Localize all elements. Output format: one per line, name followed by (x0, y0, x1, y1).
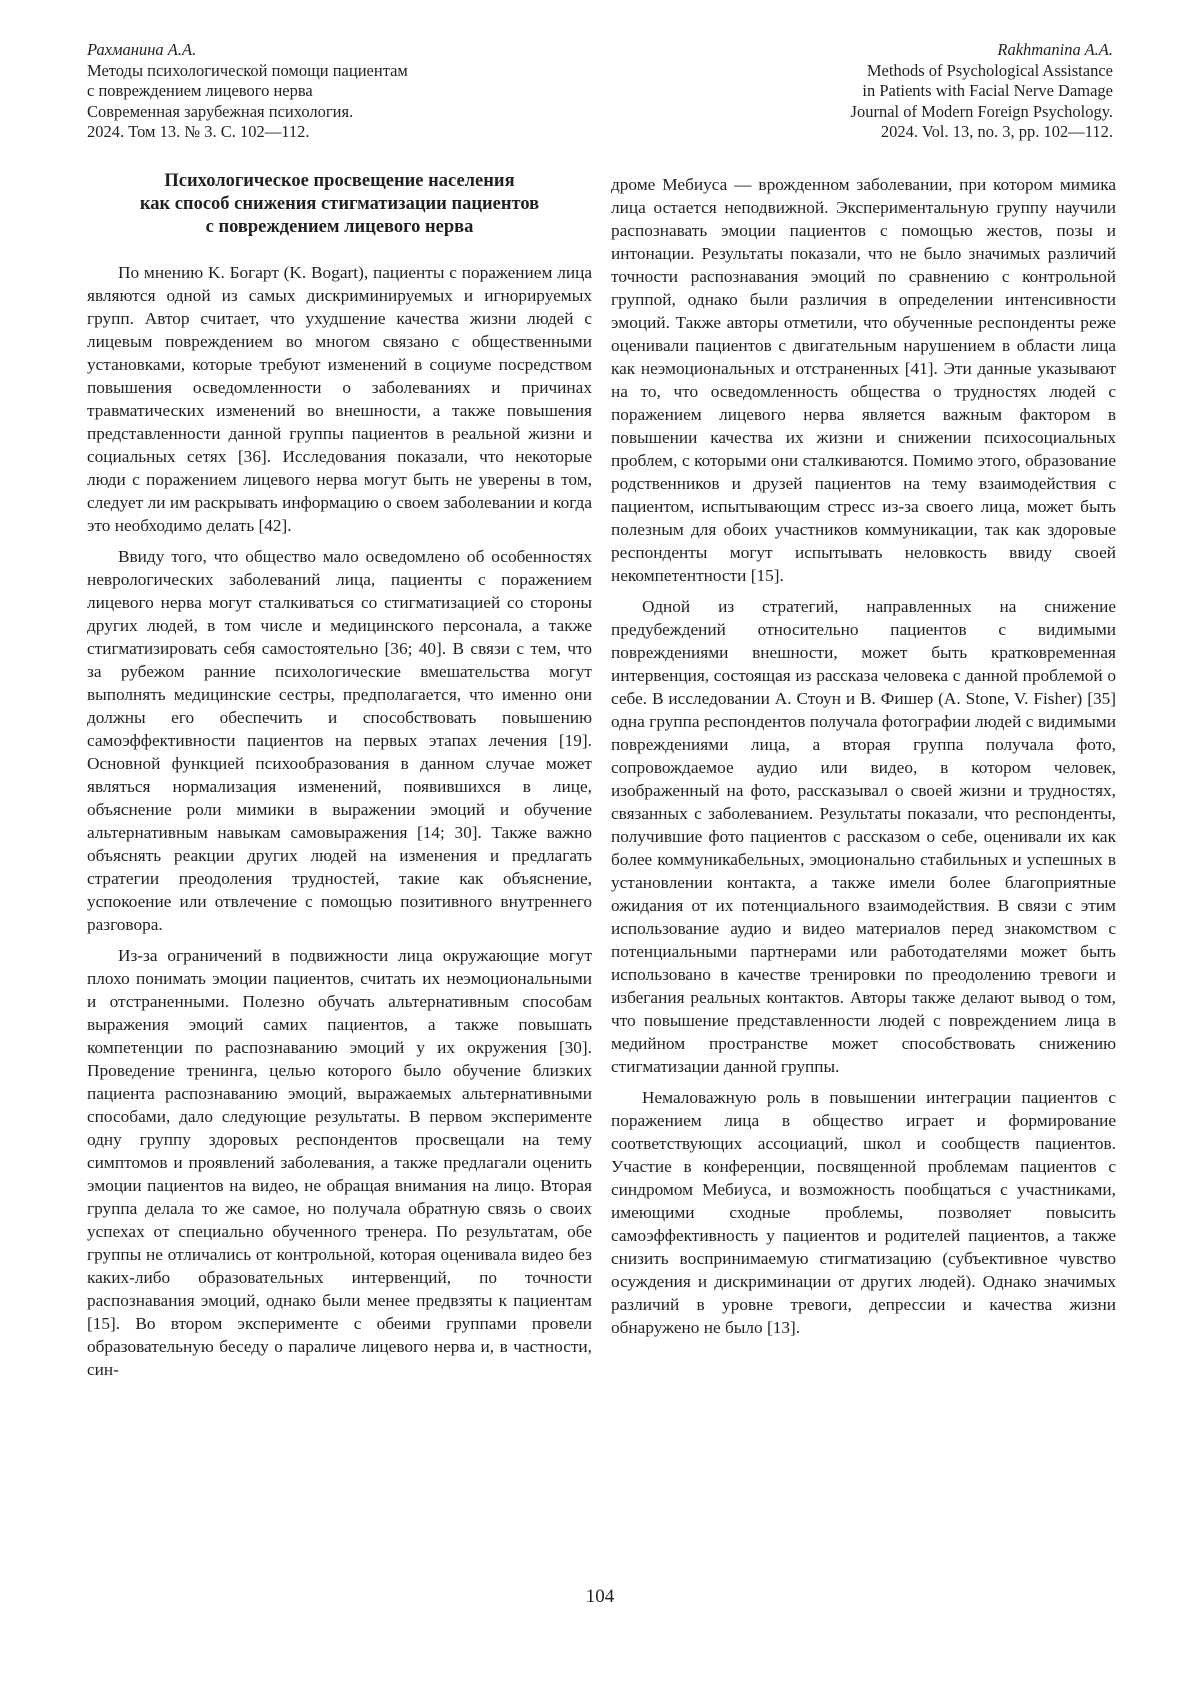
header-line-en: in Patients with Facial Nerve Damage (862, 81, 1113, 100)
section-title-line: как способ снижения стигматизации пациентов (139, 194, 540, 214)
header-line-ru: Методы психологической помощи пациентам (87, 60, 408, 80)
header-line-ru: Современная зарубежная психология. (87, 101, 354, 121)
header-line-en: Journal of Modern Foreign Psychology. (850, 101, 1113, 121)
header-line-en: Methods of Psychological Assistance (866, 60, 1113, 80)
page-number: 104 (585, 1586, 615, 1607)
header-line-ru: с повреждением лицевого нерва (87, 81, 313, 100)
right-column (611, 173, 1116, 1347)
body-paragraph: Немаловажную роль в повышении интеграции пациентов с поражением лица в общество играет и формирование соответствующих ассоциаций, школ и сообществ пациентов. Участие в конференции, посвященной проблемам пациентов с синдромом Мебиуса, и возможность пообщаться с участниками, имеющими сходные проблемы, позволяет повысить самоэффективность у пациентов и родителей пациентов, а также снизить воспринимаемую стигматизацию (субъективное чувство осуждения и дискриминации от других людей). Однако значимых различий в уровне тревоги, депрессии и качества жизни обнаружено не было [13]. (611, 1088, 1116, 1337)
body-paragraph: По мнению K. Богарт (K. Bogart), пациенты с поражением лица являются одной из самых дискриминируемых и игнорируемых групп. Автор считает, что ухудшение качества жизни людей с лицевым повреждением во многом связано с общественными установками, которые требуют изменений в социуме посредством повышения осведомленности о заболеваниях и причинах травматических изменений во внешности, а также повышения представленности данной группы пациентов в реальной жизни и социальных сетях [36]. Исследования показали, что некоторые люди с поражением лицевого нерва могут быть не уверены в том, следует ли им раскрывать информацию о своем заболевании и когда это необходимо делать [42]. (87, 263, 592, 535)
body-paragraph-continued: дроме Мебиуса — врожденном заболевании, при котором мимика лица остается неподвижной. Экспериментальную группу научили распознавать эмоции пациентов с помощью жестов, позы и интонации. Результаты показали, что не было значимых различий точности распознавания эмоций по сравнению с контрольной группой, однако были различия в определении интенсивности эмоций. Также авторы отметили, что обученные респонденты реже оценивали пациентов с двигательным нарушением в области лица как неэмоциональных и отстраненных [41]. Эти данные указывают на то, что осведомленность общества о трудностях людей с поражением лицевого нерва является важным фактором в повышении качества их жизни и снижении психосоциальных проблем, с которыми они сталкиваются. Помимо этого, образование родственников и друзей пациентов на тему взаимодействия с пациентом, испытывающим стресс из-за своего лица, может быть полезным для обоих участников коммуникации, так как здоровые респонденты могут испытывать неловкость ввиду своей некомпетентности [15]. (611, 175, 1116, 585)
header-author-en: Rakhmanina A.A. (997, 40, 1113, 59)
header-author-ru: Рахманина А.А. (87, 40, 197, 59)
section-title-line: с повреждением лицевого нерва (205, 217, 474, 237)
running-header-russian (87, 40, 408, 143)
header-line-en: 2024. Vol. 13, no. 3, pp. 102—112. (880, 122, 1113, 141)
section-title (87, 170, 592, 239)
body-paragraph: Из-за ограничений в подвижности лица окружающие могут плохо понимать эмоции пациентов, считать их неэмоциональными и отстраненными. Полезно обучать альтернативным способам выражения эмоций самих пациентов, а также повышать компетенции по распознаванию эмоций у их окружения [30]. Проведение тренинга, целью которого было обучение близких пациента распознаванию эмоций, выражаемых альтернативными способами, дало следующие результаты. В первом эксперименте одну группу здоровых респондентов просвещали на тему симптомов и проявлений заболевания, а также предлагали оценить эмоции пациентов на видео, не обращая внимания на лицо. Вторая группа делала то же самое, но получала обратную связь о своих успехах от специально обученного тренера. По результатам, обе группы не отличались от контрольной, которая оценивала видео без каких-либо образовательных интервенций, по точности распознавания эмоций, однако были менее предвзяты к пациентам [15]. Во втором эксперименте с обеими группами провели образовательную беседу о параличе лицевого нерва и, в частности, син- (87, 946, 592, 1379)
header-line-ru: 2024. Том 13. № 3. С. 102—112. (87, 122, 310, 141)
body-paragraph: Одной из стратегий, направленных на снижение предубеждений относительно пациентов с видимыми повреждениями внешности, может быть кратковременная интервенция, состоящая из рассказа человека с данной проблемой о себе. В исследовании А. Стоун и В. Фишер (A. Stone, V. Fisher) [35] одна группа респондентов получала фотографии людей с видимыми повреждениями лица, а вторая группа получала фото, сопровождаемое аудио или видео, в котором человек, изображенный на фото, рассказывал о своей жизни и трудностях, связанных с заболеванием. Результаты показали, что респонденты, получившие фото пациентов с рассказом о себе, оценивали их как более коммуникабельных, эмоционально стабильных и успешных в установлении контакта, а также имели более благоприятные ожидания от их потенциального взаимодействия. В связи с этим использование аудио и видео материалов перед знакомством с потенциальными партнерами или работодателями может быть использовано в качестве тренировки по преодолению тревоги и избегания реальных контактов. Авторы также делают вывод о том, что повышение представленности людей с повреждением лица в медийном пространстве может способствовать снижению стигматизации данной группы. (611, 597, 1116, 1076)
running-header-english (851, 40, 1113, 143)
section-title-line: Психологическое просвещение населения (164, 171, 515, 191)
left-column (87, 170, 592, 1389)
body-paragraph: Ввиду того, что общество мало осведомлено об особенностях неврологических заболеваний лица, пациенты с поражением лицевого нерва могут сталкиваться со стигматизацией со стороны других людей, в том числе и медицинского персонала, а также стигматизировать себя самостоятельно [36; 40]. В связи с тем, что за рубежом ранние психологические вмешательства могут выполнять медицинские сестры, предполагается, что именно они должны его обеспечить и способствовать повышению самоэффективности пациентов на первых этапах лечения [19]. Основной функцией психообразования в данном случае может являться нормализация изменений, появившихся в лице, объяснение роли мимики в выражении эмоций и обучение альтернативным навыкам самовыражения [14; 30]. Также важно объяснять реакции других людей на изменения и предлагать стратегии преодоления трудностей, такие как объяснение, успокоение или отвлечение с помощью позитивного внутреннего разговора. (87, 547, 592, 934)
